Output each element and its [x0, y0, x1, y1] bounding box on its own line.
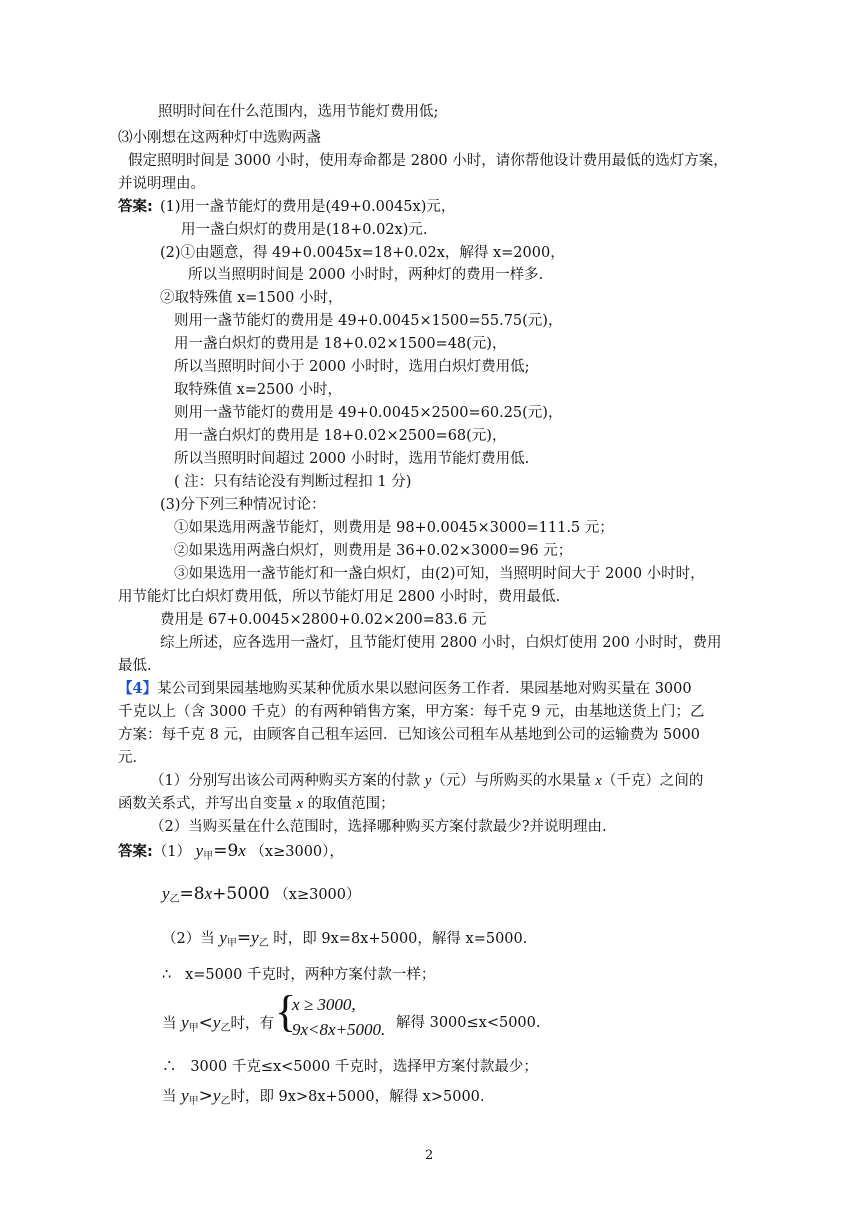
text-line: ⑶小刚想在这两种灯中选购两盏 — [118, 130, 321, 146]
answer-4-line-1: 答案:（1） $y_甲=9x$ （x≥3000）， — [118, 841, 344, 862]
text-line: 并说明理由。 — [118, 176, 205, 192]
text-line: 用一盏白炽灯的费用是 18+0.02×1500=48(元)， — [174, 336, 507, 352]
question-4-line: 方案：每千克 8 元，由顾客自己租车运回．已知该公司租车从基地到公司的运输费为 5000 — [118, 727, 700, 743]
text-line: 用一盏白炽灯的费用是(18+0.02x)元. — [181, 222, 428, 238]
system-row-2: 9x<8x+5000. — [292, 1020, 386, 1039]
answer-4-line-7: 当 $y_甲>y_乙$时，即 9x>8x+5000，解得 x>5000. — [162, 1086, 485, 1107]
text-line: (1)用一盏节能灯的费用是(49+0.0045x)元， — [160, 199, 456, 215]
text-line: 费用是 67+0.0045×2800+0.02×200=83.6 元 — [160, 612, 487, 628]
text-line: (3)分下列三种情况讨论： — [160, 497, 326, 513]
text-line: 则用一盏节能灯的费用是 49+0.0045×2500=60.25(元)， — [174, 405, 563, 421]
text-line: 所以当照明时间小于 2000 小时时，选用白炽灯费用低; — [174, 359, 530, 375]
answer-4-line-2: $y_乙=8x+5000$ （x≥3000） — [162, 884, 361, 905]
question-4-line: 【4】某公司到果园基地购买某种优质水果以慰问医务工作者．果园基地对购买量在 3000 — [118, 680, 692, 697]
answer-4-line-3: （2）当 $y_甲=y_乙$ 时，即 9x=8x+5000，解得 x=5000. — [162, 928, 528, 949]
text-line: 假定照明时间是 3000 小时，使用寿命都是 2800 小时，请你帮他设计费用最低的选灯方案， — [128, 153, 728, 169]
answer-4-line-4: ∴ x=5000 千克时，两种方案付款一样； — [162, 967, 436, 983]
text-line: 则用一盏节能灯的费用是 49+0.0045×1500=55.75(元)， — [174, 313, 563, 329]
system-brace: { — [275, 987, 297, 1036]
text-line: 照明时间在什么范围内，选用节能灯费用低; — [158, 104, 439, 120]
text-line: 最低. — [118, 658, 152, 674]
text-line: ②取特殊值 x=1500 小时， — [160, 290, 343, 306]
text-line: ②如果选用两盏白炽灯，则费用是 36+0.02×3000=96 元； — [174, 543, 573, 559]
text-line: (2)①由题意，得 49+0.0045x=18+0.02x，解得 x=2000， — [160, 245, 565, 261]
text-line: 综上所述，应各选用一盏灯，且节能灯使用 2800 小时，白炽灯使用 200 小时时，费用 — [160, 635, 722, 651]
page-number: 2 — [425, 1148, 434, 1163]
text-line: ①如果选用两盏节能灯，则费用是 98+0.0045×3000=111.5 元； — [174, 520, 614, 536]
question-4-line: 元． — [118, 750, 147, 766]
question-4-line: 千克以上（含 3000 千克）的有两种销售方案，甲方案：每千克 9 元，由基地送货上门；乙 — [118, 704, 705, 720]
answer-4-line-5: 当 $y_甲<y_乙$时，有 — [162, 1013, 274, 1034]
answer-label: 答案: — [118, 199, 153, 215]
answer-4-solution: 解得 3000≤x<5000. — [396, 1015, 541, 1031]
text-line: 用节能灯比白炽灯费用低，所以节能灯用足 2800 小时时，费用最低. — [118, 589, 561, 605]
text-line: 用一盏白炽灯的费用是 18+0.02×2500=68(元)， — [174, 428, 507, 444]
question-4-line: 函数关系式，并写出自变量 x 的取值范围； — [118, 796, 395, 812]
text-line: 所以当照明时间超过 2000 小时时，选用节能灯费用低. — [174, 451, 530, 467]
text-line: ③如果选用一盏节能灯和一盏白炽灯，由(2)可知，当照明时间大于 2000 小时时， — [174, 566, 705, 582]
answer-4-line-6: ∴ 3000 千克≤x<5000 千克时，选择甲方案付款最少； — [162, 1059, 538, 1075]
text-line: 所以当照明时间是 2000 小时时，两种灯的费用一样多. — [188, 267, 544, 283]
question-number: 【4】 — [118, 680, 158, 697]
text-line: ( 注：只有结论没有判断过程扣 1 分) — [174, 474, 412, 490]
question-4-part-1: （1）分别写出该公司两种购买方案的付款 y（元）与所购买的水果量 x（千克）之间的 — [150, 773, 704, 789]
system-row-1: x ≥ 3000, — [292, 995, 356, 1014]
answer-label: 答案: — [118, 844, 153, 860]
text-line: 取特殊值 x=2500 小时， — [174, 382, 342, 398]
question-4-part-2: （2）当购买量在什么范围时，选择哪种购买方案付款最少?并说明理由. — [150, 819, 607, 835]
